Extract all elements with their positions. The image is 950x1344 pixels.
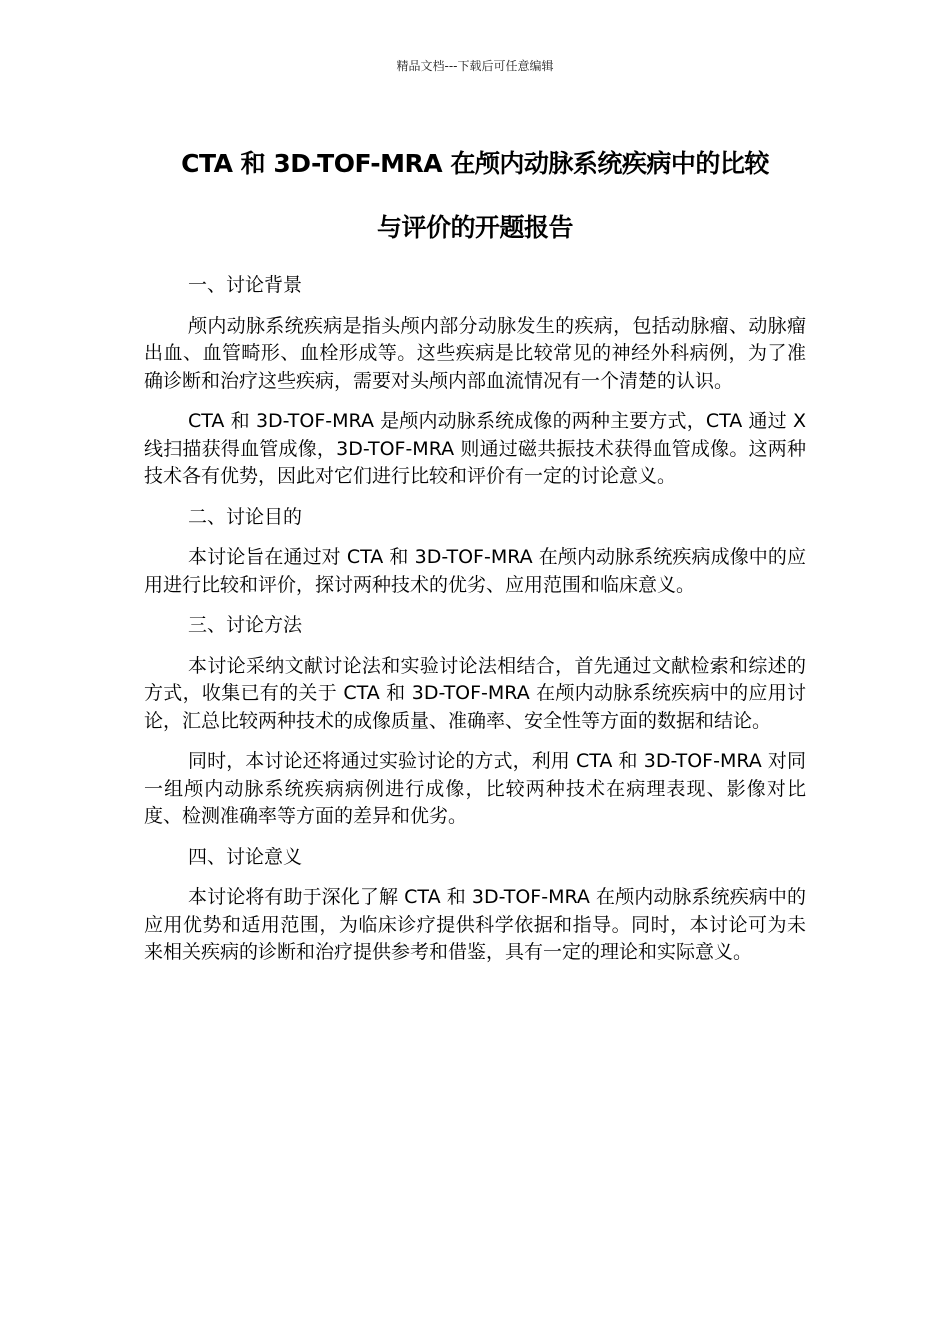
title-line-2: 与评价的开题报告	[376, 213, 573, 242]
document-title	[120, 132, 830, 260]
paragraph-method-1: 本讨论采纳文献讨论法和实验讨论法相结合，首先通过文献检索和综述的方式，收集已有的关于 CTA 和 3D-TOF-MRA 在颅内动脉系统疾病中的应用讨论，汇总比较两种技术的成像质量、准确率、安全性等方面的数据和结论。	[144, 654, 806, 732]
section-heading-method: 三、讨论方法	[188, 614, 303, 636]
document-body	[144, 272, 806, 980]
paragraph-method-2: 同时，本讨论还将通过实验讨论的方式，利用 CTA 和 3D-TOF-MRA 对同一组颅内动脉系统疾病病例进行成像，比较两种技术在病理表现、影像对比度、检测准确率等方面的差异和优劣。	[144, 750, 806, 827]
title-line-1: CTA 和 3D-TOF-MRA 在颅内动脉系统疾病中的比较	[181, 149, 769, 178]
paragraph-background-1: 颅内动脉系统疾病是指头颅内部分动脉发生的疾病，包括动脉瘤、动脉瘤出血、血管畸形、血栓形成等。这些疾病是比较常见的神经外科病例，为了准确诊断和治疗这些疾病，需要对头颅内部血流情况有一个清楚的认识。	[144, 314, 806, 392]
section-heading-significance: 四、讨论意义	[188, 845, 303, 868]
section-heading-purpose: 二、讨论目的	[188, 505, 303, 528]
section-heading-background: 一、讨论背景	[188, 274, 303, 296]
paragraph-background-2: CTA 和 3D-TOF-MRA 是颅内动脉系统成像的两种主要方式，CTA 通过 X 线扫描获得血管成像，3D-TOF-MRA 则通过磁共振技术获得血管成像。这两种技术各有优势，因此对它们进行比较和评价有一定的讨论意义。	[144, 410, 806, 487]
paragraph-purpose-1: 本讨论旨在通过对 CTA 和 3D-TOF-MRA 在颅内动脉系统疾病成像中的应用进行比较和评价，探讨两种技术的优劣、应用范围和临床意义。	[144, 546, 806, 596]
paragraph-significance-1: 本讨论将有助于深化了解 CTA 和 3D-TOF-MRA 在颅内动脉系统疾病中的应用优势和适用范围，为临床诊疗提供科学依据和指导。同时，本讨论可为未来相关疾病的诊断和治疗提供参考和借鉴，具有一定的理论和实际意义。	[144, 886, 806, 963]
header-note: 精品文档---下载后可任意编辑	[396, 59, 554, 73]
